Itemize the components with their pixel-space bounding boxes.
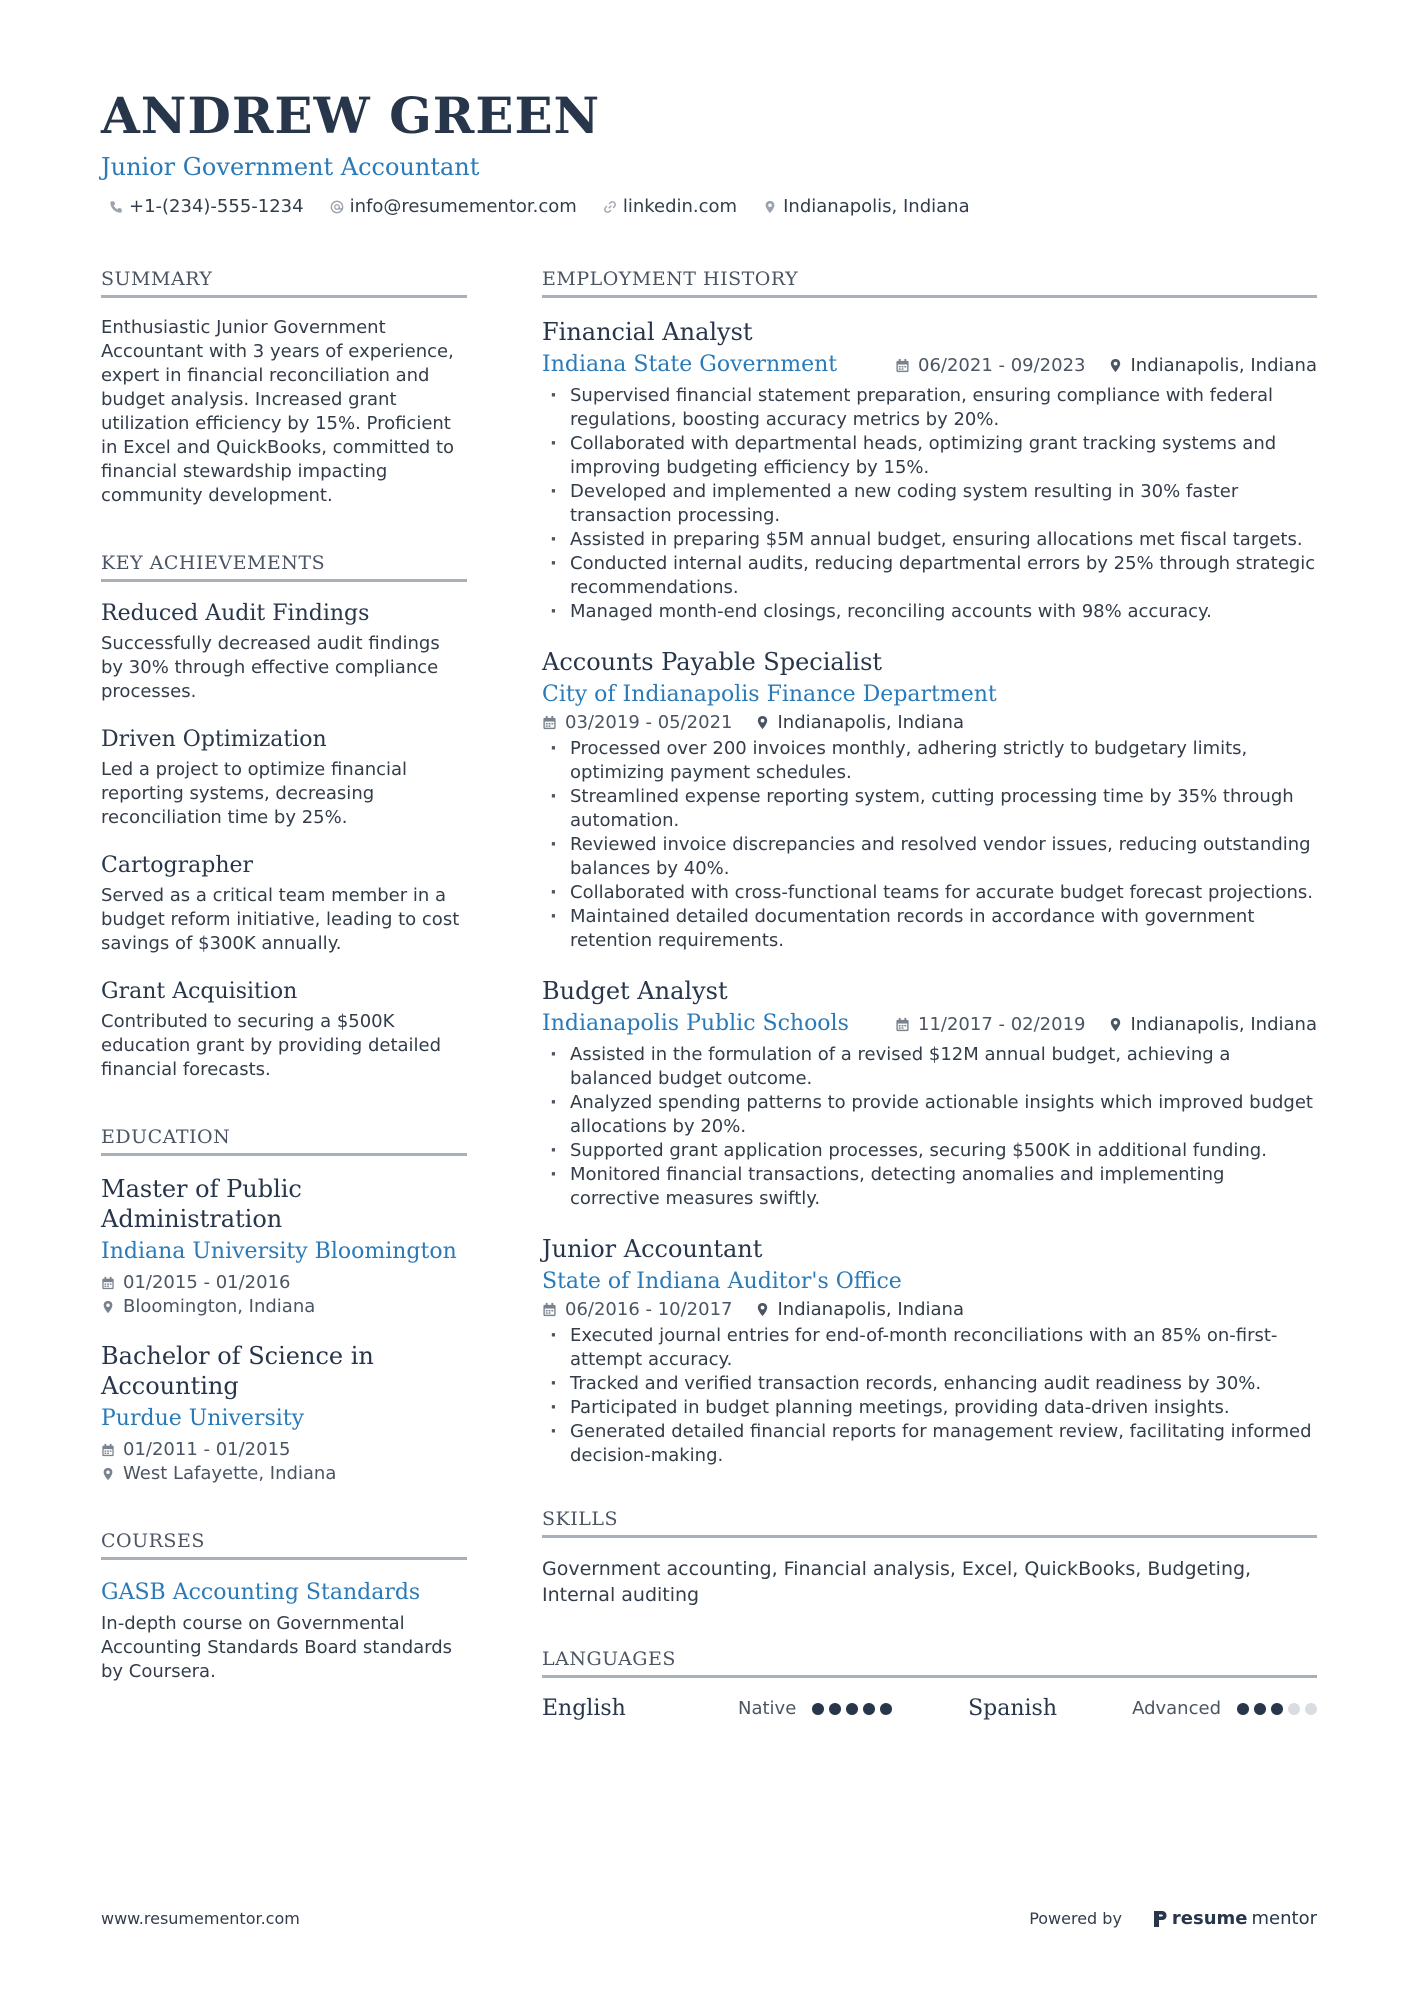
job-entry <box>542 975 1317 1211</box>
job-dates-text: 06/2021 - 09/2023 <box>918 354 1086 376</box>
contact-phone <box>109 196 304 217</box>
education-location-text: Bloomington, Indiana <box>123 1296 316 1317</box>
job-info-line <box>542 350 1317 380</box>
education-item <box>101 1341 467 1486</box>
employer-name: Indianapolis Public Schools <box>542 1011 849 1036</box>
contact-location-text: Indianapolis, Indiana <box>783 196 970 217</box>
language-name: English <box>542 1696 626 1721</box>
course-text: In-depth course on Governmental Accounting Standards Board standards by Coursera. <box>101 1613 453 1682</box>
achievement-item <box>101 600 467 704</box>
contact-row <box>101 196 1317 217</box>
job-dates <box>895 1014 1086 1035</box>
education-dates <box>101 1438 467 1462</box>
right-column <box>542 268 1317 1765</box>
courses-section <box>101 1530 467 1684</box>
calendar-icon <box>101 1443 115 1457</box>
link-icon <box>603 200 617 214</box>
job-bullets <box>542 1043 1317 1211</box>
job-bullet: · Supported grant application processes, securing $500K in additional funding. <box>542 1139 1317 1163</box>
job-location <box>1108 1014 1318 1035</box>
calendar-icon <box>542 715 557 730</box>
education-location <box>101 1462 467 1486</box>
job-bullet: · Conducted internal audits, reducing departmental errors by 25% through strategic recommendations. <box>542 552 1317 600</box>
employment-heading: EMPLOYMENT HISTORY <box>542 268 1317 298</box>
degree-title: Bachelor of Science in Accounting <box>101 1342 374 1400</box>
footer-website[interactable]: www.resumementor.com <box>101 1909 300 1928</box>
job-role: Junior Government Accountant <box>101 153 480 181</box>
employer-name: State of Indiana Auditor's Office <box>542 1269 902 1294</box>
job-dates <box>542 1299 733 1320</box>
skills-section <box>542 1508 1317 1608</box>
summary-heading: SUMMARY <box>101 268 467 298</box>
rating-dot-filled <box>863 1703 875 1715</box>
job-meta <box>895 355 1317 376</box>
job-bullets <box>542 737 1317 953</box>
job-info-line <box>542 1009 1317 1039</box>
left-column <box>101 268 467 1728</box>
location-icon <box>1108 358 1123 373</box>
education-heading: EDUCATION <box>101 1126 467 1156</box>
brand-name-bold: resume <box>1171 1908 1248 1929</box>
job-dates <box>895 355 1086 376</box>
achievement-title: Grant Acquisition <box>101 979 298 1004</box>
job-title: Accounts Payable Specialist <box>542 648 883 676</box>
job-bullet: · Participated in budget planning meetings, providing data-driven insights. <box>542 1396 1317 1420</box>
courses-heading: COURSES <box>101 1530 467 1560</box>
rating-dot-empty <box>1288 1703 1300 1715</box>
job-location <box>755 712 965 733</box>
school-name: Purdue University <box>101 1406 305 1431</box>
job-bullets <box>542 384 1317 624</box>
language-rating <box>1237 1703 1317 1715</box>
languages-row <box>542 1696 1317 1721</box>
footer <box>101 1908 1317 1929</box>
education-section <box>101 1126 467 1486</box>
job-bullet: · Collaborated with departmental heads, optimizing grant tracking systems and improving budgeting efficiency by 15%. <box>542 432 1317 480</box>
language-item <box>968 1696 1317 1721</box>
achievement-title: Driven Optimization <box>101 727 327 752</box>
job-title: Budget Analyst <box>542 977 728 1005</box>
location-icon <box>101 1300 115 1314</box>
contact-location <box>763 196 970 217</box>
header <box>101 86 1317 217</box>
languages-heading: LANGUAGES <box>542 1648 1317 1678</box>
brand-logo[interactable] <box>1152 1908 1317 1929</box>
language-item <box>542 1696 892 1721</box>
rating-dot-filled <box>829 1703 841 1715</box>
languages-section <box>542 1648 1317 1721</box>
contact-linkedin[interactable] <box>603 196 737 217</box>
language-rating <box>812 1703 892 1715</box>
job-bullet: · Managed month-end closings, reconciling accounts with 98% accuracy. <box>542 600 1317 624</box>
job-location-text: Indianapolis, Indiana <box>1130 1013 1317 1035</box>
job-entry <box>542 1233 1317 1468</box>
job-bullet: · Processed over 200 invoices monthly, adhering strictly to budgetary limits, optimizing payment schedules. <box>542 737 1317 785</box>
achievement-title: Reduced Audit Findings <box>101 601 370 626</box>
achievement-item <box>101 852 467 956</box>
education-location-text: West Lafayette, Indiana <box>123 1463 337 1484</box>
job-bullets <box>542 1324 1317 1468</box>
achievement-item <box>101 726 467 830</box>
job-meta <box>542 1299 1317 1320</box>
location-icon <box>763 200 777 214</box>
employer-name: City of Indianapolis Finance Department <box>542 682 997 707</box>
calendar-icon <box>895 1017 910 1032</box>
job-dates-text: 11/2017 - 02/2019 <box>918 1013 1086 1035</box>
language-level: Advanced <box>1132 1698 1221 1719</box>
candidate-name: ANDREW GREEN <box>101 86 601 145</box>
summary-text: Enthusiastic Junior Government Accountant with 3 years of experience, expert in financial reconciliation and budget analysis. Increased grant utilization efficiency by 15%. Proficient in Excel and QuickBooks, committed to financial stewardship impacting community development. <box>101 317 455 506</box>
achievements-heading: KEY ACHIEVEMENTS <box>101 552 467 582</box>
achievement-title: Cartographer <box>101 853 254 878</box>
rating-dot-filled <box>812 1703 824 1715</box>
location-icon <box>755 715 770 730</box>
skills-heading: SKILLS <box>542 1508 1317 1538</box>
education-location <box>101 1295 467 1319</box>
job-bullet: · Assisted in the formulation of a revised $12M annual budget, achieving a balanced budget outcome. <box>542 1043 1317 1091</box>
skills-text: Government accounting, Financial analysis, Excel, QuickBooks, Budgeting, Internal auditing <box>542 1558 1252 1606</box>
contact-linkedin-text: linkedin.com <box>622 196 738 217</box>
job-location-text: Indianapolis, Indiana <box>1130 354 1317 376</box>
rating-dot-filled <box>846 1703 858 1715</box>
location-icon <box>755 1302 770 1317</box>
resumementor-logo-icon <box>1152 1909 1168 1929</box>
achievement-text: Contributed to securing a $500K education grant by providing detailed financial forecasts. <box>101 1011 442 1080</box>
education-item <box>101 1174 467 1319</box>
rating-dot-empty <box>1305 1703 1317 1715</box>
education-dates-text: 01/2015 - 01/2016 <box>123 1272 291 1293</box>
summary-section <box>101 268 467 508</box>
course-title: GASB Accounting Standards <box>101 1580 421 1605</box>
achievements-section <box>101 552 467 1082</box>
education-dates-text: 01/2011 - 01/2015 <box>123 1439 291 1460</box>
brand-name-light: mentor <box>1251 1908 1317 1929</box>
job-location-text: Indianapolis, Indiana <box>777 1299 964 1320</box>
powered-by <box>1029 1908 1317 1929</box>
degree-title: Master of Public Administration <box>101 1175 302 1233</box>
phone-icon <box>109 200 123 214</box>
employment-section <box>542 268 1317 1468</box>
achievement-text: Successfully decreased audit findings by 30% through effective compliance processes. <box>101 633 440 702</box>
job-meta <box>895 1014 1317 1035</box>
job-entry <box>542 646 1317 953</box>
job-bullet: · Assisted in preparing $5M annual budget, ensuring allocations met fiscal targets. <box>542 528 1317 552</box>
job-bullet: · Collaborated with cross-functional teams for accurate budget forecast projections. <box>542 881 1317 905</box>
language-name: Spanish <box>968 1696 1058 1721</box>
job-dates-text: 03/2019 - 05/2021 <box>565 712 733 733</box>
job-bullet: · Streamlined expense reporting system, cutting processing time by 35% through automation. <box>542 785 1317 833</box>
contact-email-text: info@resumementor.com <box>349 196 577 217</box>
location-icon <box>101 1467 115 1481</box>
calendar-icon <box>895 358 910 373</box>
achievement-text: Served as a critical team member in a budget reform initiative, leading to cost savings of $300K annually. <box>101 885 460 954</box>
language-level: Native <box>738 1698 797 1719</box>
job-bullet: · Monitored financial transactions, detecting anomalies and implementing corrective measures swiftly. <box>542 1163 1317 1211</box>
at-icon <box>330 200 344 214</box>
job-title: Junior Accountant <box>542 1235 763 1263</box>
school-name: Indiana University Bloomington <box>101 1239 457 1264</box>
location-icon <box>1108 1017 1123 1032</box>
job-meta <box>542 712 1317 733</box>
rating-dot-filled <box>1254 1703 1266 1715</box>
powered-by-label: Powered by <box>1029 1909 1122 1928</box>
job-bullet: · Supervised financial statement preparation, ensuring compliance with federal regulations, boosting accuracy metrics by 20%. <box>542 384 1317 432</box>
job-bullet: · Generated detailed financial reports for management review, facilitating informed decision-making. <box>542 1420 1317 1468</box>
contact-email[interactable] <box>330 196 577 217</box>
job-title: Financial Analyst <box>542 318 753 346</box>
job-bullet: · Tracked and verified transaction records, enhancing audit readiness by 30%. <box>542 1372 1317 1396</box>
job-bullet: · Developed and implemented a new coding system resulting in 30% faster transaction processing. <box>542 480 1317 528</box>
calendar-icon <box>101 1276 115 1290</box>
job-dates <box>542 712 733 733</box>
rating-dot-filled <box>1237 1703 1249 1715</box>
rating-dot-filled <box>1271 1703 1283 1715</box>
achievement-text: Led a project to optimize financial reporting systems, decreasing reconciliation time by 25%. <box>101 759 408 828</box>
job-bullet: · Maintained detailed documentation records in accordance with government retention requirements. <box>542 905 1317 953</box>
job-bullet: · Analyzed spending patterns to provide actionable insights which improved budget allocations by 20%. <box>542 1091 1317 1139</box>
contact-phone-text: +1-(234)-555-1234 <box>129 196 304 217</box>
job-entry <box>542 316 1317 624</box>
job-bullet: · Executed journal entries for end-of-month reconciliations with an 85% on-first-attempt accuracy. <box>542 1324 1317 1372</box>
education-dates <box>101 1271 467 1295</box>
job-location <box>755 1299 965 1320</box>
job-location <box>1108 355 1318 376</box>
job-location-text: Indianapolis, Indiana <box>777 712 964 733</box>
job-bullet: · Reviewed invoice discrepancies and resolved vendor issues, reducing outstanding balances by 40%. <box>542 833 1317 881</box>
achievement-item <box>101 978 467 1082</box>
rating-dot-filled <box>880 1703 892 1715</box>
employer-name: Indiana State Government <box>542 352 838 377</box>
job-dates-text: 06/2016 - 10/2017 <box>565 1299 733 1320</box>
calendar-icon <box>542 1302 557 1317</box>
